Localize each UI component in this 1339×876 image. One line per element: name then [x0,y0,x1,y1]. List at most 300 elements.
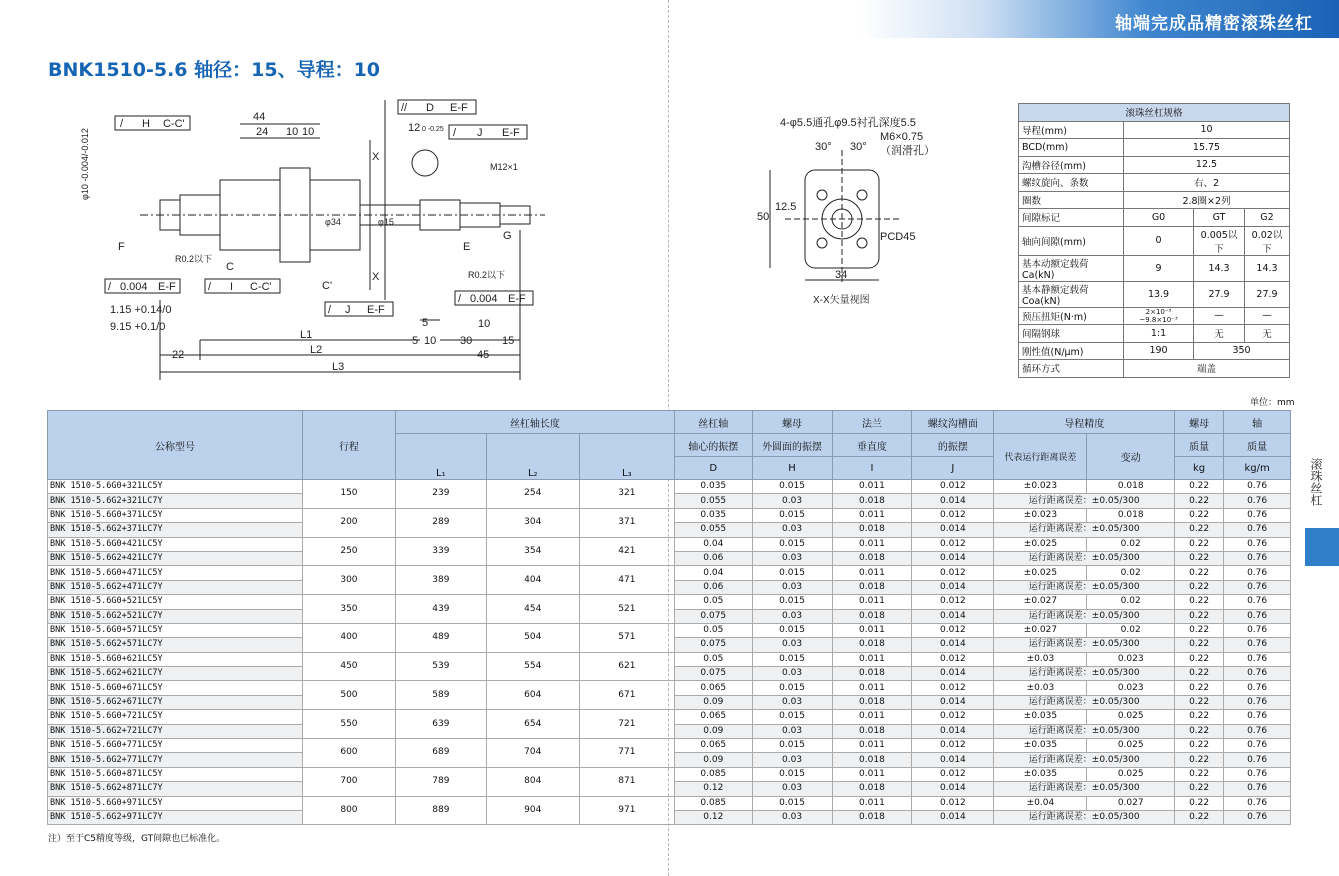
gdt-row1-val: 0.004 [120,281,148,293]
col-var: 变动 [1087,434,1175,480]
side-tab-label: 滚珠丝杠 [1309,458,1323,506]
cell-kg: 0.22 [1174,494,1223,508]
cell-i: 0.018 [832,782,912,796]
cell-stroke: 400 [302,623,395,652]
cell-model: BNK 1510-5.6G2+321LC7Y [48,494,303,508]
cell-model: BNK 1510-5.6G0+621LC5Y [48,652,303,666]
col-j: J [912,457,994,480]
cell-rep: ±0.035 [994,710,1087,724]
cell-j: 0.012 [912,767,994,781]
cell-kg: 0.22 [1174,667,1223,681]
gdt-row2-ref: C-C' [250,281,272,293]
side-tab-bar [1305,528,1339,566]
cell-d: 0.09 [674,695,752,709]
col-i: I [832,457,912,480]
cell-h: 0.03 [752,609,832,623]
table-row [48,739,1291,753]
cell-i: 0.011 [832,508,912,522]
spec-coa-g2: 27.9 [1245,281,1290,307]
cell-kg: 0.22 [1174,480,1223,494]
cell-kg: 0.22 [1174,595,1223,609]
col-stroke: 行程 [302,411,395,480]
flange-dim-50: 50 [757,211,770,223]
spec-grade-g0: G0 [1124,209,1194,227]
cell-d: 0.075 [674,638,752,652]
gdt-j-ref: E-F [502,127,520,139]
cell-i: 0.018 [832,551,912,565]
cell-model: BNK 1510-5.6G2+521LC7Y [48,609,303,623]
cell-i: 0.011 [832,595,912,609]
cell-j: 0.012 [912,537,994,551]
cell-var: 0.023 [1087,652,1175,666]
label-x-top: X [372,151,380,163]
cell-stroke: 600 [302,739,395,768]
cell-var: 0.02 [1087,595,1175,609]
cell-rep: ±0.027 [994,623,1087,637]
cell-h: 0.03 [752,638,832,652]
cell-stroke: 200 [302,508,395,537]
spec-rigidity-gtg2: 350 [1194,342,1290,360]
cell-d: 0.04 [674,566,752,580]
cell-i: 0.018 [832,580,912,594]
cell-kgm: 0.76 [1224,667,1291,681]
dim-10b: 10 [302,126,315,138]
cell-i: 0.011 [832,710,912,724]
cell-kgm: 0.76 [1224,523,1291,537]
cell-d: 0.06 [674,551,752,565]
cell-i: 0.011 [832,681,912,695]
cell-h: 0.03 [752,667,832,681]
cell-stroke: 300 [302,566,395,595]
cell-kg: 0.22 [1174,508,1223,522]
col-j-mid: 的振摆 [912,434,994,457]
spec-ca-g2: 14.3 [1245,255,1290,281]
cell-i: 0.011 [832,623,912,637]
spec-spacer-label: 间隔钢球 [1019,325,1124,343]
cell-rep: ±0.03 [994,652,1087,666]
cell-l1: 689 [395,739,486,768]
cell-stroke: 700 [302,767,395,796]
cell-stroke: 550 [302,710,395,739]
spec-rigidity-label: 刚性值(N/μm) [1019,342,1124,360]
cell-j: 0.014 [912,782,994,796]
cell-d: 0.065 [674,681,752,695]
spec-preload-g2: — [1245,307,1290,325]
gdt-row1-ref: E-F [158,281,176,293]
dim-L2: L2 [310,344,323,356]
spec-row-label: 沟槽谷径(mm) [1019,156,1124,174]
cell-model: BNK 1510-5.6G0+371LC5Y [48,508,303,522]
spec-rigidity-g0: 190 [1124,342,1194,360]
cell-h: 0.015 [752,681,832,695]
cell-i: 0.018 [832,724,912,738]
dim-10d: 10 [478,318,491,330]
flange-hole-note: 4-φ5.5通孔φ9.5衬孔深度5.5 [780,117,916,129]
cell-l2: 404 [486,566,579,595]
cell-d: 0.085 [674,796,752,810]
cell-model: BNK 1510-5.6G0+471LC5Y [48,566,303,580]
cell-run-error: 运行距离误差：±0.05/300 [994,695,1175,709]
datum-f: F [118,241,125,253]
table-row [48,566,1291,580]
spec-row-label: 导程(mm) [1019,121,1124,139]
cell-kg: 0.22 [1174,796,1223,810]
cell-j: 0.012 [912,480,994,494]
cell-kg: 0.22 [1174,523,1223,537]
cell-h: 0.03 [752,523,832,537]
cell-rep: ±0.035 [994,739,1087,753]
spec-circ-value: 端盖 [1124,360,1290,378]
flange-caption: X-X矢量视图 [813,295,870,306]
spec-table [1018,103,1290,378]
spec-axial-label: 轴向间隙(mm) [1019,226,1124,255]
cell-d: 0.055 [674,494,752,508]
table-row [48,537,1291,551]
cell-d: 0.04 [674,537,752,551]
cell-kg: 0.22 [1174,710,1223,724]
cell-j: 0.014 [912,580,994,594]
cell-l1: 389 [395,566,486,595]
cell-l1: 239 [395,480,486,509]
cell-model: BNK 1510-5.6G2+471LC7Y [48,580,303,594]
cell-l1: 439 [395,595,486,624]
cell-l3: 871 [579,767,674,796]
page-title: BNK1510-5.6 轴径：15、导程：10 [48,59,381,81]
cell-l1: 589 [395,681,486,710]
cell-var: 0.027 [1087,796,1175,810]
cell-l3: 421 [579,537,674,566]
cell-run-error: 运行距离误差：±0.05/300 [994,810,1175,824]
col-d-top: 丝杠轴 [674,411,752,434]
spec-row-value: 右、2 [1124,174,1290,192]
cell-kg: 0.22 [1174,609,1223,623]
dim-30: 30 [460,335,473,347]
cell-kgm: 0.76 [1224,508,1291,522]
cell-var: 0.02 [1087,537,1175,551]
cell-j: 0.014 [912,695,994,709]
cell-rep: ±0.035 [994,767,1087,781]
cell-d: 0.055 [674,523,752,537]
spec-grade-label: 间隙标记 [1019,209,1124,227]
label-r02-right: R0.2以下 [468,270,506,280]
cell-rep: ±0.025 [994,537,1087,551]
cell-j: 0.014 [912,638,994,652]
flange-angle-2: 30° [850,141,867,153]
cell-j: 0.012 [912,595,994,609]
spec-ca-g0: 9 [1124,255,1194,281]
cell-l2: 304 [486,508,579,537]
cell-h: 0.015 [752,623,832,637]
spec-ca-gt: 14.3 [1194,255,1245,281]
cell-model: BNK 1510-5.6G2+771LC7Y [48,753,303,767]
cell-model: BNK 1510-5.6G0+671LC5Y [48,681,303,695]
gdt-d-sym: // [401,102,408,114]
gdt-row4-ref: E-F [508,293,526,305]
cell-j: 0.012 [912,623,994,637]
spec-row-value: 2.8圈×2列 [1124,191,1290,209]
col-kg: kg [1174,457,1223,480]
cell-h: 0.015 [752,652,832,666]
table-row [48,710,1291,724]
cell-var: 0.025 [1087,739,1175,753]
cell-j: 0.014 [912,667,994,681]
cell-var: 0.025 [1087,767,1175,781]
cell-kg: 0.22 [1174,580,1223,594]
cell-i: 0.011 [832,652,912,666]
cell-h: 0.03 [752,782,832,796]
cell-l1: 639 [395,710,486,739]
dim-L1: L1 [300,329,313,341]
cell-i: 0.018 [832,695,912,709]
cell-stroke: 450 [302,652,395,681]
flange-pcd: PCD45 [880,231,916,243]
cell-kg: 0.22 [1174,695,1223,709]
col-kgm: kg/m [1224,457,1291,480]
cell-j: 0.014 [912,609,994,623]
cell-j: 0.014 [912,494,994,508]
cell-j: 0.012 [912,681,994,695]
cell-rep: ±0.027 [994,595,1087,609]
cell-l1: 889 [395,796,486,825]
cell-d: 0.09 [674,724,752,738]
cell-h: 0.015 [752,566,832,580]
cell-model: BNK 1510-5.6G0+521LC5Y [48,595,303,609]
table-row [48,796,1291,810]
col-h-top: 螺母 [752,411,832,434]
cell-run-error: 运行距离误差：±0.05/300 [994,494,1175,508]
col-h: H [752,457,832,480]
cell-model: BNK 1510-5.6G0+721LC5Y [48,710,303,724]
label-phi15: φ15 [378,217,394,227]
gdt-row4-sym: / [458,293,462,305]
col-j-top: 螺纹沟槽面 [912,411,994,434]
flange-angle-1: 30° [815,141,832,153]
shaft-drawing [80,95,560,385]
cell-run-error: 运行距离误差：±0.05/300 [994,753,1175,767]
gdt-row1-sym: / [108,281,112,293]
cell-d: 0.035 [674,480,752,494]
cell-l2: 504 [486,623,579,652]
table-row [48,595,1291,609]
cell-j: 0.012 [912,652,994,666]
flange-oil-hole: M6×0.75 [880,131,924,143]
cell-i: 0.011 [832,537,912,551]
cell-l3: 371 [579,508,674,537]
cell-kg: 0.22 [1174,724,1223,738]
cell-model: BNK 1510-5.6G2+971LC7Y [48,810,303,824]
gdt-h-sym: / [120,118,124,130]
datum-c-prime: C' [322,280,333,292]
cell-l2: 254 [486,480,579,509]
cell-model: BNK 1510-5.6G2+421LC7Y [48,551,303,565]
cell-stroke: 150 [302,480,395,509]
cell-model: BNK 1510-5.6G0+571LC5Y [48,623,303,637]
cell-j: 0.014 [912,551,994,565]
cell-h: 0.03 [752,580,832,594]
cell-kgm: 0.76 [1224,681,1291,695]
gdt-row3-ref: E-F [367,304,385,316]
cell-d: 0.12 [674,782,752,796]
cell-l2: 604 [486,681,579,710]
banner-title: 轴端完成品精密滚珠丝杠 [1115,14,1313,34]
small-dim-2: 9.15 +0.1/0 [110,321,166,333]
cell-rep: ±0.03 [994,681,1087,695]
spec-preload-label: 预压扭矩(N·m) [1019,307,1124,325]
cell-kgm: 0.76 [1224,638,1291,652]
spec-grade-gt: GT [1194,209,1245,227]
cell-kg: 0.22 [1174,810,1223,824]
label-phi10: φ10 -0.004/-0.012 [80,128,90,200]
cell-stroke: 500 [302,681,395,710]
cell-kg: 0.22 [1174,566,1223,580]
dim-24: 24 [256,126,269,138]
cell-l3: 971 [579,796,674,825]
gdt-j-sym: / [453,127,457,139]
spec-row-label: 螺纹旋向、条数 [1019,174,1124,192]
cell-i: 0.011 [832,796,912,810]
cell-rep: ±0.023 [994,508,1087,522]
cell-kg: 0.22 [1174,782,1223,796]
spec-axial-gt: 0.005以下 [1194,226,1245,255]
cell-kg: 0.22 [1174,681,1223,695]
cell-var: 0.02 [1087,566,1175,580]
cell-run-error: 运行距离误差：±0.05/300 [994,638,1175,652]
datum-e: E [463,241,471,253]
spec-spacer-g0: 1:1 [1124,325,1194,343]
spec-row-value: 10 [1124,121,1290,139]
cell-var: 0.023 [1087,681,1175,695]
cell-h: 0.015 [752,767,832,781]
table-row [48,480,1291,494]
cell-var: 0.02 [1087,623,1175,637]
cell-kgm: 0.76 [1224,494,1291,508]
cell-kgm: 0.76 [1224,739,1291,753]
cell-l2: 904 [486,796,579,825]
dim-5b: 5 [412,335,419,347]
cell-i: 0.011 [832,566,912,580]
cell-j: 0.012 [912,796,994,810]
cell-l2: 454 [486,595,579,624]
col-d: D [674,457,752,480]
cell-i: 0.018 [832,638,912,652]
cell-model: BNK 1510-5.6G0+971LC5Y [48,796,303,810]
col-i-mid: 垂直度 [832,434,912,457]
cell-l3: 471 [579,566,674,595]
cell-j: 0.012 [912,508,994,522]
cell-kg: 0.22 [1174,638,1223,652]
cell-kgm: 0.76 [1224,695,1291,709]
cell-run-error: 运行距离误差：±0.05/300 [994,724,1175,738]
col-lead: 导程精度 [994,411,1175,434]
cell-d: 0.065 [674,710,752,724]
cell-model: BNK 1510-5.6G2+871LC7Y [48,782,303,796]
cell-l2: 704 [486,739,579,768]
cell-i: 0.018 [832,810,912,824]
cell-kgm: 0.76 [1224,623,1291,637]
key-tol: 0 -0.25 [422,126,444,133]
cell-model: BNK 1510-5.6G2+671LC7Y [48,695,303,709]
cell-model: BNK 1510-5.6G2+371LC7Y [48,523,303,537]
cell-kgm: 0.76 [1224,710,1291,724]
cell-kgm: 0.76 [1224,537,1291,551]
label-r02-left: R0.2以下 [175,254,213,264]
cell-kgm: 0.76 [1224,753,1291,767]
cell-i: 0.018 [832,609,912,623]
spec-row-value: 15.75 [1124,139,1290,157]
cell-kgm: 0.76 [1224,796,1291,810]
cell-h: 0.015 [752,595,832,609]
cell-d: 0.035 [674,508,752,522]
cell-var: 0.018 [1087,508,1175,522]
col-L1: L₁ [395,434,486,480]
col-model: 公称型号 [48,411,303,480]
spec-preload-g0: 2×10⁻³ ~9.8×10⁻³ [1124,307,1194,325]
unit-note: 单位：mm [1250,398,1295,408]
cell-i: 0.018 [832,523,912,537]
gdt-d-ref: E-F [450,102,468,114]
cell-l3: 521 [579,595,674,624]
cell-j: 0.014 [912,724,994,738]
cell-model: BNK 1510-5.6G0+771LC5Y [48,739,303,753]
cell-kg: 0.22 [1174,652,1223,666]
cell-j: 0.014 [912,523,994,537]
col-d-mid: 轴心的振摆 [674,434,752,457]
label-m12: M12×1 [490,162,518,172]
cell-l2: 804 [486,767,579,796]
cell-run-error: 运行距离误差：±0.05/300 [994,667,1175,681]
col-kgm-top: 轴 [1224,411,1291,434]
cell-l3: 621 [579,652,674,681]
cell-h: 0.03 [752,551,832,565]
spec-ca-label: 基本动额定载荷Ca(kN) [1019,255,1124,281]
dim-10c: 10 [424,335,437,347]
cell-model: BNK 1510-5.6G2+721LC7Y [48,724,303,738]
gdt-h-ref: C-C' [163,118,185,130]
col-h-mid: 外圆面的振摆 [752,434,832,457]
cell-kgm: 0.76 [1224,767,1291,781]
dim-22: 22 [172,349,185,361]
cell-i: 0.011 [832,739,912,753]
cell-l1: 789 [395,767,486,796]
cell-h: 0.015 [752,739,832,753]
dim-45: 45 [477,349,490,361]
cell-i: 0.018 [832,753,912,767]
cell-d: 0.075 [674,667,752,681]
cell-model: BNK 1510-5.6G2+621LC7Y [48,667,303,681]
cell-kgm: 0.76 [1224,609,1291,623]
cell-run-error: 运行距离误差：±0.05/300 [994,580,1175,594]
cell-i: 0.011 [832,480,912,494]
cell-j: 0.014 [912,810,994,824]
spec-title: 滚珠丝杠规格 [1019,104,1290,122]
small-dim-1: 1.15 +0.14/0 [110,304,172,316]
cell-j: 0.012 [912,739,994,753]
cell-run-error: 运行距离误差：±0.05/300 [994,523,1175,537]
cell-kgm: 0.76 [1224,652,1291,666]
dim-L3: L3 [332,361,345,373]
cell-stroke: 350 [302,595,395,624]
cell-l1: 339 [395,537,486,566]
cell-l3: 321 [579,480,674,509]
cell-d: 0.05 [674,595,752,609]
cell-kgm: 0.76 [1224,724,1291,738]
gdt-row2-sym: / [208,281,212,293]
cell-model: BNK 1510-5.6G0+871LC5Y [48,767,303,781]
cell-rep: ±0.04 [994,796,1087,810]
cell-kg: 0.22 [1174,739,1223,753]
cell-kgm: 0.76 [1224,566,1291,580]
table-row [48,681,1291,695]
